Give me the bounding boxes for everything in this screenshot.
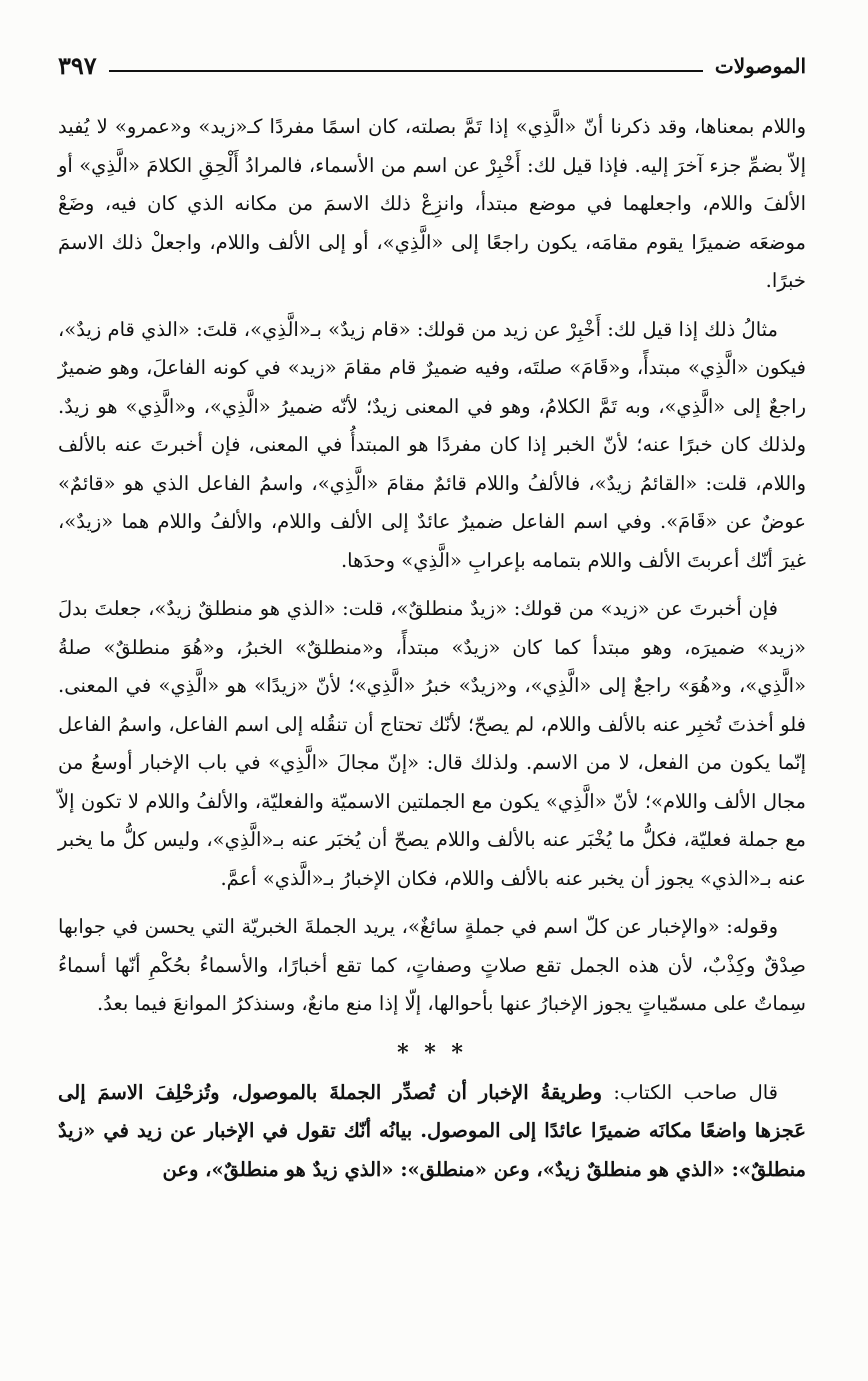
paragraph-2: مثالُ ذلك إذا قيل لك: أَخْبِرْ عن زيد من قولك: «قام زيدٌ» بـ«الَّذِي»، قلتَ: «الذي قام زيدٌ»، فيكون «الَّذِي» مبتدأً، و«قَامَ» صلتَه، وفيه ضميرٌ قام مقامَ «زيد» في كونه الفاعلَ، وهو ضميرٌ راجعٌ إلى «الَّذِي»، وبه تَمَّ الكلامُ، وهو في المعنى زيدٌ؛ لأنّه ضميرُ «الَّذِي»، و«الَّذِي» هو زيدٌ. ولذلك كان خبرًا عنه؛ لأنّ الخبر إذا كان مفردًا هو المبتدأُ في المعنى، فإن أخبرتَ عنه بالألف واللام، قلت: «القائمُ زيدٌ»، فالألفُ واللام قائمٌ مقامَ «الَّذِي»، واسمُ الفاعل الذي هو «قائمٌ» عوضٌ عن «قَامَ». وفي اسم الفاعل ضميرٌ عائدٌ إلى الألف واللام، والألفُ واللام هما «زيدٌ»، غيرَ أنّك أعربتَ الألف واللام بتمامه بإعرابِ «الَّذِي» وحدَها. [58,317,806,572]
paragraph-4: وقوله: «والإخبار عن كلّ اسم في جملةٍ سائغٌ»، يريد الجملةَ الخبريّة التي يحسن في جوابها صِدْقٌ وكِذْبٌ، لأن هذه الجمل تقع صلاتٍ وصفاتٍ، كما تقع أخبارًا، والأسماءُ بحُكْمِ أنّها أسماءُ سِماتٌ على مسمّياتٍ يجوز الإخبارُ عنها بأحوالها، إلّا إذا منع مانعٌ، وسنذكرُ الموانعَ فيما بعدُ. [58,915,806,1015]
page-number: ٣٩٧ [58,51,97,80]
running-title: الموصولات [714,54,806,78]
section-separator: * * * [397,1039,467,1066]
paragraph-1: واللام بمعناها، وقد ذكرنا أنّ «الَّذِي» إذا تَمَّ بصلته، كان اسمًا مفردًا كـ«زيد» و«عمرو» لا يُفيد إلاّ بضمِّ جزء آخرَ إليه. فإذا قيل لك: أَخْبِرْ عن اسم من الأسماء، فالمرادُ أَلْحِقِ الكلامَ «الَّذِي» أو الألفَ واللام، واجعلهما في موضع مبتدأ، وانزِعْ ذلك الاسمَ من مكانه الذي كان فيه، وضَعْ موضعَه ضميرًا يقوم مقامَه، يكون راجعًا إلى «الَّذِي»، أو إلى الألف واللام، واجعلْ ذلك الاسمَ خبرًا. [58,115,806,292]
quoted-passage [58,1074,806,1190]
paragraph-3: فإن أخبرتَ عن «زيد» من قولك: «زيدٌ منطلقٌ»، قلت: «الذي هو منطلقٌ زيدٌ»، جعلتَ بدلَ «زيد» ضميرَه، وهو مبتدأ كما كان «زيدٌ» مبتدأً، و«منطلقٌ» الخبرُ، و«هُوَ منطلقٌ» صلةُ «الَّذِي»، و«هُوَ» راجعٌ إلى «الَّذِي»، و«زيدٌ» خبرُ «الَّذِي»؛ لأنّ «زيدًا» هو «الَّذِي» في المعنى. فلو أخذتَ تُخبِر عنه بالألف واللام، لم يصحّ؛ لأنّك تحتاج أن تنقُله إلى اسم الفاعل، واسمُ الفاعل إنّما يكون من الفعل، لا من الاسم. ولذلك قال: «إنّ مجالَ «الَّذِي» في باب الإخبار أوسعُ من مجال الألف واللام»؛ لأنّ «الَّذِي» يكون مع الجملتين الاسميّة والفعليّة، والألفُ واللام لا تكون إلاّ مع جملة فعليّة، فكلُّ ما يُخْبَر عنه بالألف واللام يصحّ أن يُخبَر عنه بـ«الَّذِي»، وليس كلُّ ما يخبر عنه بـ«الذي» يجوز أن يخبر عنه بالألف واللام، فكان الإخبارُ بـ«الَّذي» أعمَّ. [58,597,806,890]
page-body [58,108,806,1199]
quote-text: وطريقةُ الإخبار أن تُصدِّر الجملةَ بالموصول، وتُزحْلِفَ الاسمَ إلى عَجزها واضعًا مكانَه ضميرًا عائدًا إلى الموصول. بيانُه أنّك تقول في الإخبار عن زيد في «زيدٌ منطلقٌ»: «الذي هو منطلقٌ زيدٌ»، وعن «منطلق»: «الذي زيدٌ هو منطلقٌ»، وعن [58,1080,806,1181]
page-header [58,42,806,82]
header-rule [109,70,703,72]
quote-intro: قال صاحب الكتاب: [602,1080,778,1104]
